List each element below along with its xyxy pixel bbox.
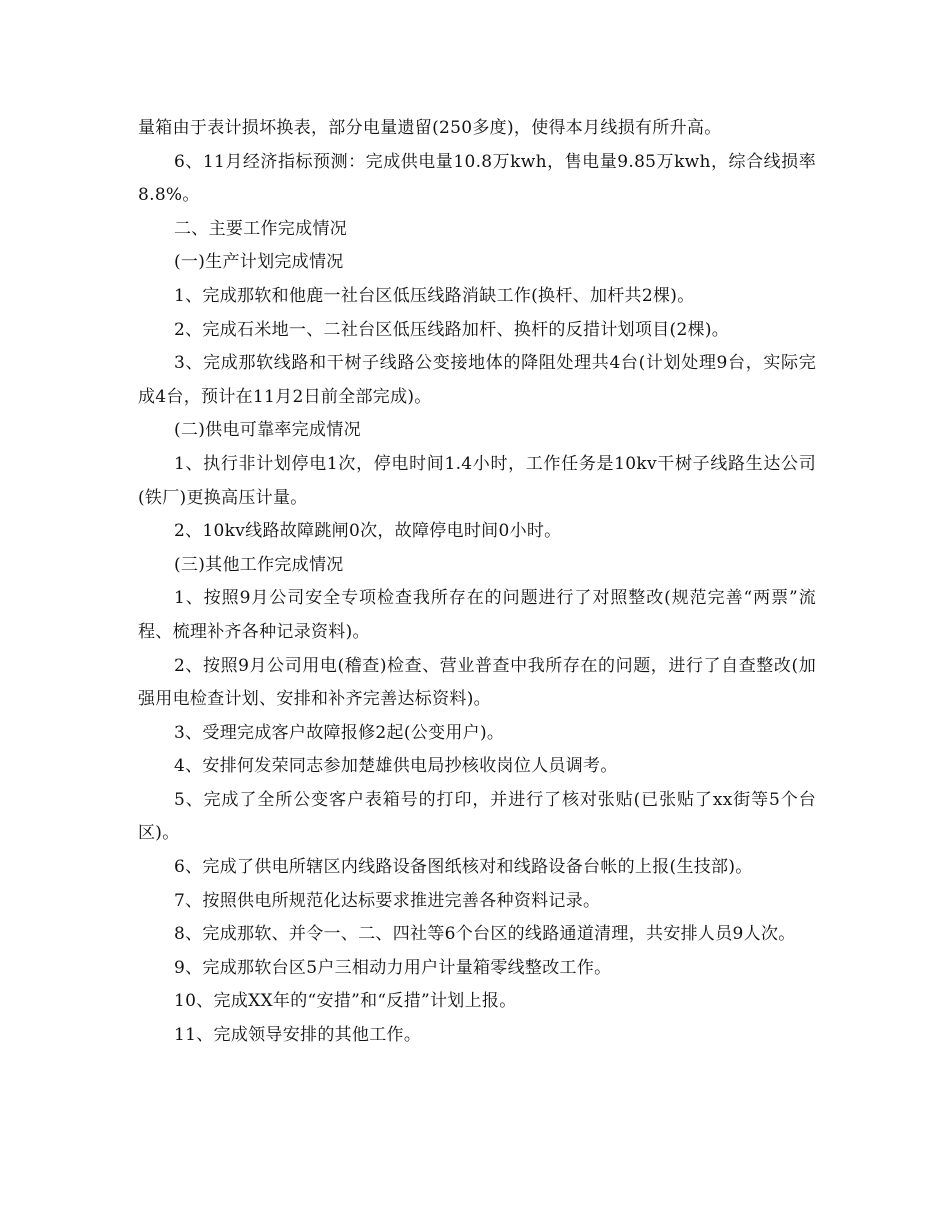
list-item: 7、按照供电所规范化达标要求推进完善各种资料记录。: [174, 890, 601, 911]
list-item: 1、按照9月公司安全专项检查我所存在的问题进行了对照整改(规范完善“两票”流程、梳理补齐各种记录资料)。: [138, 588, 816, 642]
list-item: 6、完成了供电所辖区内线路设备图纸核对和线路设备台帐的上报(生技部)。: [174, 857, 753, 878]
list-item: 9、完成那软台区5户三相动力用户计量箱零线整改工作。: [174, 957, 612, 978]
list-item: 1、完成那软和他鹿一社台区低压线路消缺工作(换杆、加杆共2棵)。: [174, 285, 695, 306]
list-item: 11、完成领导安排的其他工作。: [174, 1025, 422, 1046]
list-item: 5、完成了全所公变客户表箱号的打印，并进行了核对张贴(已张贴了xx街等5个台区)。: [138, 789, 816, 844]
list-item: 2、10kv线路故障跳闸0次，故障停电时间0小时。: [174, 521, 562, 542]
list-item: 4、安排何发荣同志参加楚雄供电局抄核收岗位人员调考。: [174, 756, 618, 777]
list-item: 3、受理完成客户故障报修2起(公变用户)。: [174, 722, 505, 743]
list-item: 2、完成石米地一、二社台区低压线路加杆、换杆的反措计划项目(2棵)。: [174, 319, 730, 340]
list-item: 1、执行非计划停电1次，停电时间1.4小时，工作任务是10kv干树子线路生达公司(铁厂)更换高压计量。: [138, 453, 816, 508]
section-heading: 二、主要工作完成情况: [174, 218, 347, 239]
list-item: 10、完成XX年的“安措”和“反措”计划上报。: [174, 991, 517, 1012]
list-item: 8、完成那软、并令一、二、四社等6个台区的线路通道清理，共安排人员9人次。: [174, 924, 796, 945]
subsection-heading: (三)其他工作完成情况: [174, 554, 344, 575]
document-body: [138, 112, 816, 1053]
paragraph: 6、11月经济指标预测：完成供电量10.8万kwh，售电量9.85万kwh，综合线损率8.8%。: [138, 151, 816, 206]
subsection-heading: (二)供电可靠率完成情况: [174, 420, 361, 441]
subsection-heading: (一)生产计划完成情况: [174, 252, 344, 273]
list-item: 3、完成那软线路和干树子线路公变接地体的降阻处理共4台(计划处理9台，实际完成4台，预计在11月2日前全部完成)。: [138, 353, 816, 407]
paragraph: 量箱由于表计损坏换表，部分电量遗留(250多度)，使得本月线损有所升高。: [138, 118, 722, 138]
list-item: 2、按照9月公司用电(稽查)检查、营业普查中我所存在的问题，进行了自查整改(加强用电检查计划、安排和补齐完善达标资料)。: [138, 655, 816, 710]
